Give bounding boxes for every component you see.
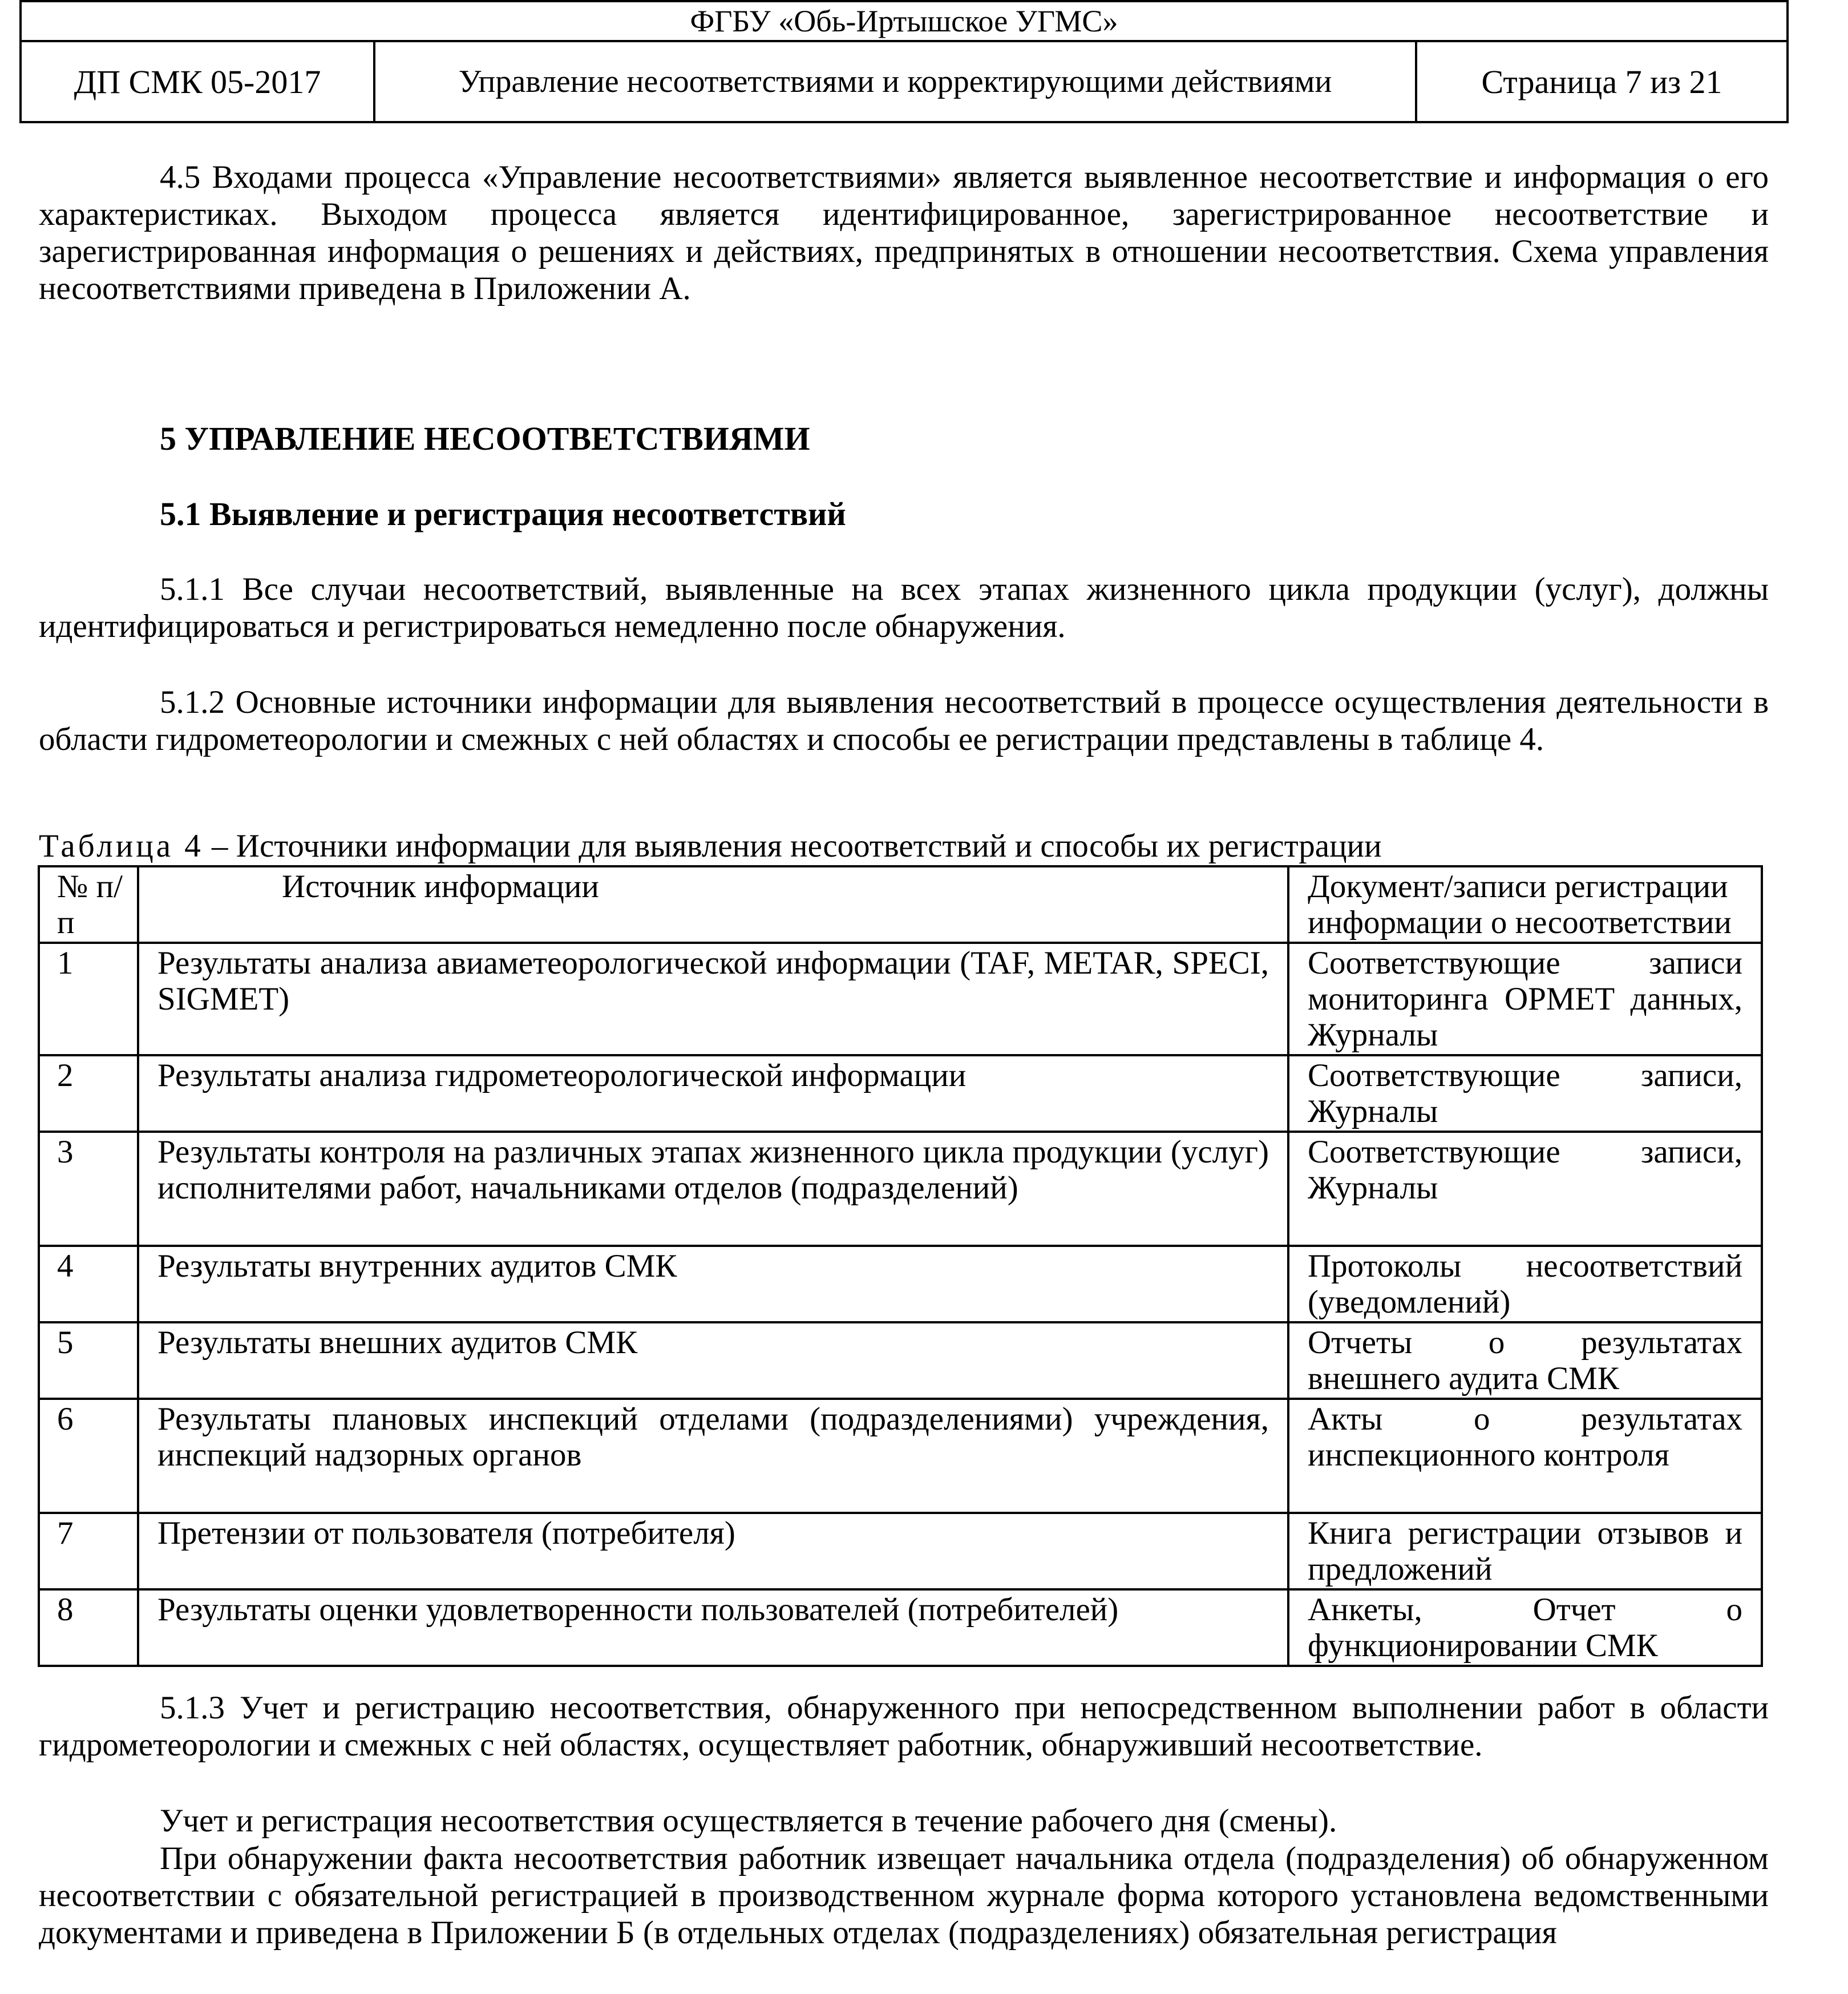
table-caption-text: – Источники информации для выявления несоответствий и способы их регистрации	[203, 828, 1382, 864]
table-cell-source: Результаты анализа авиаметеорологической информации (TAF, METAR, SPECI, SIGMET)	[138, 943, 1288, 1055]
paragraph-notify: При обнаружении факта несоответствия работник извещает начальника отдела (подразделения) об обнаруженном несоответствии с обязательной регистрацией в производственном журнале форма которого установлена ведомственными документами и приведена в Приложении Б (в отдельных отделах (подразделениях) обязательная регистрация	[39, 1840, 1769, 1951]
table-row	[39, 1246, 1762, 1322]
table-cell-document: Акты о результатах инспекционного контроля	[1288, 1399, 1762, 1513]
table-cell-number: 6	[39, 1399, 138, 1513]
paragraph-5-1-1: 5.1.1 Все случаи несоответствий, выявленные на всех этапах жизненного цикла продукции (услуг), должны идентифицироваться и регистрироваться немедленно после обнаружения.	[39, 571, 1769, 644]
header-row	[22, 42, 1786, 121]
table-cell-source: Результаты оценки удовлетворенности пользователей (потребителей)	[138, 1589, 1288, 1666]
document-header	[19, 0, 1789, 123]
table-row	[39, 1322, 1762, 1399]
table-header-source: Источник информации	[138, 866, 1288, 943]
paragraph-record-time: Учет и регистрация несоответствия осуществляется в течение рабочего дня (смены).	[160, 1803, 1337, 1839]
table-row	[39, 1589, 1762, 1666]
section-5-1-heading: 5.1 Выявление и регистрация несоответствий	[160, 495, 846, 532]
table-row	[39, 1132, 1762, 1246]
table-caption	[39, 828, 1382, 865]
table-cell-document: Соответствующие записи, Журналы	[1288, 1055, 1762, 1132]
table-cell-number: 2	[39, 1055, 138, 1132]
table-cell-source: Претензии от пользователя (потребителя)	[138, 1513, 1288, 1589]
table-row	[39, 1055, 1762, 1132]
table-cell-number: 4	[39, 1246, 138, 1322]
section-5-heading: 5 УПРАВЛЕНИЕ НЕСООТВЕТСТВИЯМИ	[160, 420, 810, 457]
table-cell-number: 5	[39, 1322, 138, 1399]
table-row	[39, 1399, 1762, 1513]
table-cell-number: 3	[39, 1132, 138, 1246]
table-cell-source: Результаты анализа гидрометеорологической информации	[138, 1055, 1288, 1132]
table-cell-source: Результаты внутренних аудитов СМК	[138, 1246, 1288, 1322]
paragraph-5-1-3: 5.1.3 Учет и регистрацию несоответствия, обнаруженного при непосредственном выполнении работ в области гидрометеорологии и смежных с ней областях, осуществляет работник, обнаруживший несоответствие.	[39, 1690, 1769, 1763]
paragraph-4-5: 4.5 Входами процесса «Управление несоответствиями» является выявленное несоответствие и информация о его характеристиках. Выходом процесса является идентифицированное, зарегистрированное несоответствие и зарегистрированная информация о решениях и действиях, предпринятых в отношении несоответствия. Схема управления несоответствиями приведена в Приложении А.	[39, 159, 1769, 306]
paragraph-5-1-2: 5.1.2 Основные источники информации для выявления несоответствий в процессе осуществления деятельности в области гидрометеорологии и смежных с ней областях и способы ее регистрации представлены в таблице 4.	[39, 684, 1769, 757]
table-cell-number: 7	[39, 1513, 138, 1589]
table-cell-source: Результаты контроля на различных этапах жизненного цикла продукции (услуг) исполнителями работ, начальниками отделов (подразделений)	[138, 1132, 1288, 1246]
document-code: ДП СМК 05-2017	[22, 42, 375, 121]
table-cell-source: Результаты плановых инспекций отделами (подразделениями) учреждения, инспекций надзорных органов	[138, 1399, 1288, 1513]
table-cell-document: Протоколы несоответствий (уведомлений)	[1288, 1246, 1762, 1322]
table-cell-document: Анкеты, Отчет о функционировании СМК	[1288, 1589, 1762, 1666]
table-caption-label: Таблица 4	[39, 828, 204, 864]
table-cell-source: Результаты внешних аудитов СМК	[138, 1322, 1288, 1399]
table-header-document: Документ/записи регистрации информации о несоответствии	[1288, 866, 1762, 943]
table-cell-number: 1	[39, 943, 138, 1055]
document-title: Управление несоответствиями и корректирующими действиями	[375, 42, 1417, 121]
table-cell-document: Соответствующие записи мониторинга OPMET данных, Журналы	[1288, 943, 1762, 1055]
organization-name: ФГБУ «Обь-Иртышское УГМС»	[22, 2, 1786, 42]
table-row	[39, 1513, 1762, 1589]
table-header-row	[39, 866, 1762, 943]
table-cell-document: Соответствующие записи, Журналы	[1288, 1132, 1762, 1246]
sources-table	[38, 865, 1763, 1667]
table-cell-document: Отчеты о результатах внешнего аудита СМК	[1288, 1322, 1762, 1399]
page-number: Страница 7 из 21	[1481, 63, 1722, 100]
table-header-number: № п/п	[39, 866, 138, 943]
table-cell-number: 8	[39, 1589, 138, 1666]
table-row	[39, 943, 1762, 1055]
table-cell-document: Книга регистрации отзывов и предложений	[1288, 1513, 1762, 1589]
